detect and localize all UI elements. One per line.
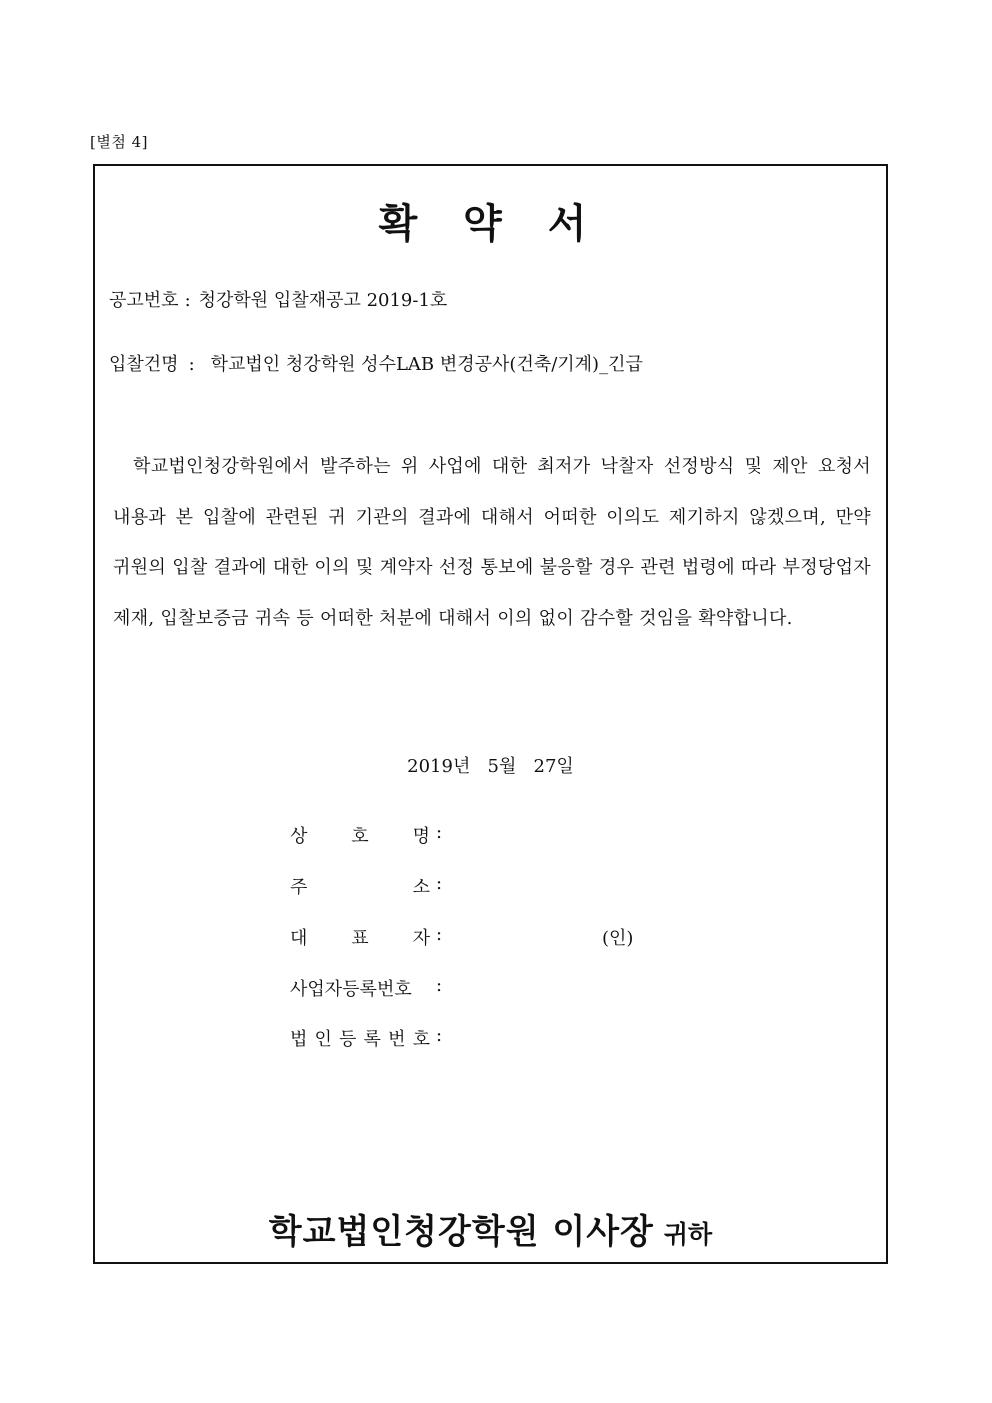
pledge-body: 학교법인청강학원에서 발주하는 위 사업에 대한 최저가 낙찰자 선정방식 및 제안 요청서 내용과 본 입찰에 관련된 귀 기관의 결과에 대해서 어떠한 이의도 제기하지 않겠으며, 만약 귀원의 입찰 결과에 대한 이의 및 계약자 선정 통보에 불응할 경우 관련 법령에 따라 부정당업자 제재, 입찰보증금 귀속 등 어떠한 처분에 대해서 이의 없이 감수할 것임을 확약합니다.: [113, 456, 871, 629]
label-char: 소: [412, 877, 430, 898]
field-colon: :: [436, 873, 443, 894]
bid-name-row: [109, 350, 643, 376]
addressee-organization: 학교법인청강학원 이사장: [268, 1212, 654, 1252]
bid-name-label: 입찰건명: [109, 354, 179, 375]
label-char: 상: [290, 826, 308, 847]
label-char: 주: [290, 877, 308, 898]
label-char: 호: [412, 1029, 430, 1050]
label-char: 법: [290, 1029, 308, 1050]
addressee-honorific: 귀하: [663, 1220, 713, 1249]
notice-number-label: 공고번호: [109, 290, 179, 311]
seal-placeholder: (인): [602, 928, 634, 949]
company-name-label: [290, 822, 430, 848]
field-colon: :: [436, 924, 443, 945]
label-char: 록: [363, 1029, 381, 1050]
representative-label: [290, 924, 430, 950]
notice-number-separator: :: [184, 290, 191, 311]
label-char: 자: [412, 928, 430, 949]
pledge-form: [93, 164, 888, 1264]
bid-name-value: 학교법인 청강학원 성수LAB 변경공사(건축/기계)_긴급: [210, 354, 643, 375]
label-char: 호: [351, 826, 369, 847]
field-colon: :: [436, 1025, 443, 1046]
notice-number-row: [109, 286, 447, 312]
label-char: 명: [412, 826, 430, 847]
notice-number-value: 청강학원 입찰재공고 2019-1호: [198, 290, 448, 311]
corporate-registration-label: [290, 1025, 430, 1051]
document-title: 확 약 서: [378, 200, 603, 247]
label-char: 번: [388, 1029, 406, 1050]
address-label: [290, 873, 430, 899]
signing-date: 2019년 5월 27일: [407, 756, 574, 777]
field-colon: :: [436, 822, 443, 843]
label-char: 등: [339, 1029, 357, 1050]
business-registration-label: [290, 975, 430, 1001]
label-char: 대: [290, 928, 308, 949]
addressee-line: [95, 1204, 886, 1253]
label-text: 사업자등록번호: [290, 979, 412, 1000]
bid-name-separator: :: [188, 354, 195, 375]
field-colon: :: [436, 975, 443, 996]
label-char: 표: [351, 928, 369, 949]
label-char: 인: [314, 1029, 332, 1050]
attachment-label: [별첨 4]: [90, 133, 148, 151]
